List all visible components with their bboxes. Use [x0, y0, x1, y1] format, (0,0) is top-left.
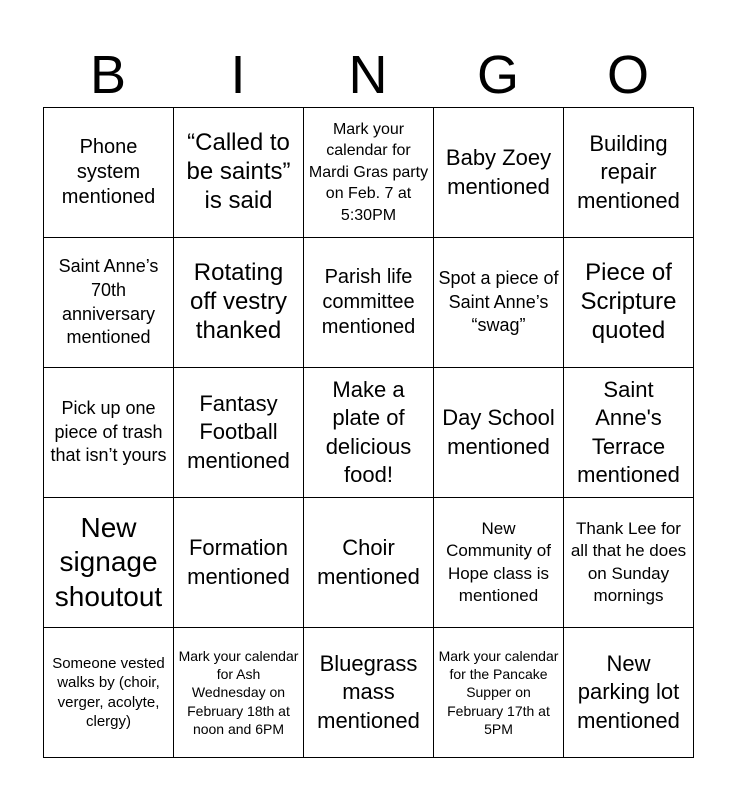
bingo-cell[interactable]: Mark your calendar for the Pancake Supper on February 17th at 5PM — [434, 628, 564, 758]
bingo-cell[interactable]: Baby Zoey mentioned — [434, 108, 564, 238]
bingo-cell[interactable]: Day School mentioned — [434, 368, 564, 498]
bingo-cell[interactable]: Saint Anne’s 70th anniversary mentioned — [44, 238, 174, 368]
bingo-cell[interactable]: “Called to be saints” is said — [174, 108, 304, 238]
bingo-cell[interactable]: Rotating off vestry thanked — [174, 238, 304, 368]
bingo-cell[interactable]: Mark your calendar for Mardi Gras party on Feb. 7 at 5:30PM — [304, 108, 434, 238]
bingo-cell[interactable]: Someone vested walks by (choir, verger, acolyte, clergy) — [44, 628, 174, 758]
bingo-cell[interactable]: Make a plate of delicious food! — [304, 368, 434, 498]
bingo-board — [43, 107, 694, 758]
bingo-cell[interactable]: Choir mentioned — [304, 498, 434, 628]
bingo-cell[interactable]: Pick up one piece of trash that isn’t yours — [44, 368, 174, 498]
bingo-cell[interactable]: Building repair mentioned — [564, 108, 694, 238]
bingo-cell[interactable]: Spot a piece of Saint Anne’s “swag” — [434, 238, 564, 368]
header-letter-n: N — [348, 45, 388, 105]
board-row — [44, 108, 694, 238]
bingo-cell[interactable]: Mark your calendar for Ash Wednesday on February 18th at noon and 6PM — [174, 628, 304, 758]
header-letter-i: I — [230, 45, 246, 105]
bingo-cell[interactable]: Bluegrass mass mentioned — [304, 628, 434, 758]
header-letter-b: B — [89, 45, 127, 105]
bingo-cell[interactable]: Thank Lee for all that he does on Sunday mornings — [564, 498, 694, 628]
board-row — [44, 368, 694, 498]
bingo-cell[interactable]: Parish life committee mentioned — [304, 238, 434, 368]
bingo-cell[interactable]: Phone system mentioned — [44, 108, 174, 238]
bingo-cell[interactable]: New parking lot mentioned — [564, 628, 694, 758]
board-row — [44, 498, 694, 628]
bingo-cell[interactable]: Fantasy Football mentioned — [174, 368, 304, 498]
bingo-cell[interactable]: New Community of Hope class is mentioned — [434, 498, 564, 628]
bingo-cell[interactable]: Saint Anne's Terrace mentioned — [564, 368, 694, 498]
bingo-cell[interactable]: New signage shoutout — [44, 498, 174, 628]
bingo-cell[interactable]: Formation mentioned — [174, 498, 304, 628]
board-row — [44, 628, 694, 758]
bingo-header — [43, 44, 693, 106]
header-letter-o: O — [606, 45, 649, 105]
bingo-cell[interactable]: Piece of Scripture quoted — [564, 238, 694, 368]
header-letter-g: G — [476, 45, 519, 105]
board-row — [44, 238, 694, 368]
